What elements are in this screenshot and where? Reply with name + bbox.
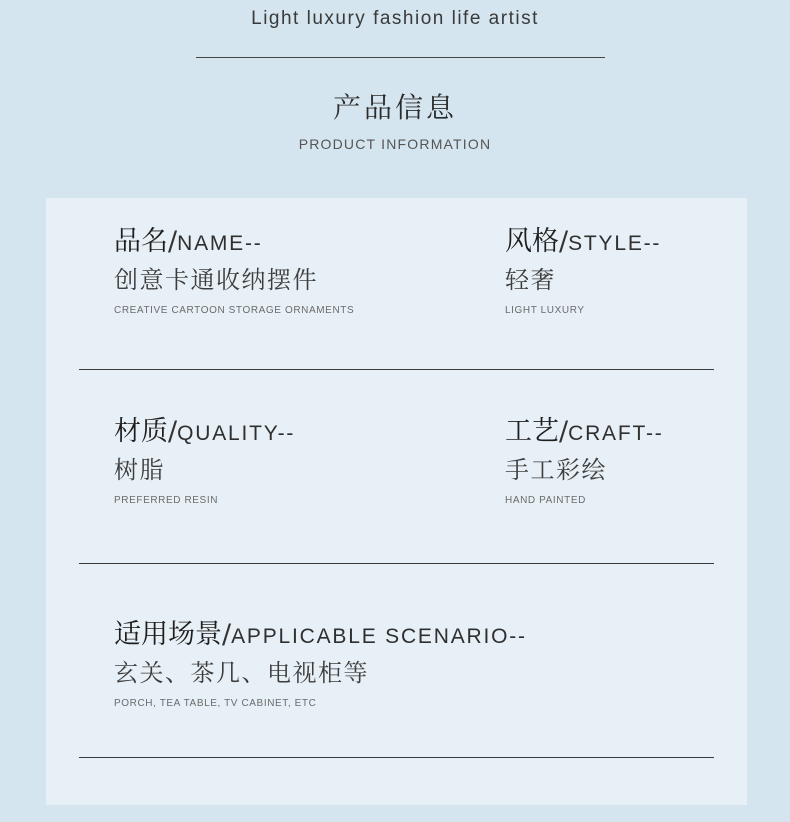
field-scenario-label-cn: 适用场景 — [114, 619, 222, 650]
row-divider — [79, 369, 714, 370]
field-quality-value: 树脂 — [114, 456, 165, 484]
field-name-label — [114, 228, 354, 255]
field-scenario-value: 玄关、茶几、电视柜等 — [114, 659, 369, 687]
field-scenario-value-en: PORCH, TEA TABLE, TV CABINET, ETC — [114, 698, 317, 709]
section-subtitle: PRODUCT INFORMATION — [298, 136, 492, 152]
field-style-value: 轻奢 — [505, 266, 556, 294]
section-title: 产品信息 — [332, 91, 457, 124]
field-craft-value: 手工彩绘 — [505, 456, 607, 484]
field-style-value-en: LIGHT LUXURY — [505, 305, 585, 316]
tagline: Light luxury fashion life artist — [251, 8, 539, 29]
field-name-label-cn: 品名 — [114, 226, 168, 257]
field-style-label-en: STYLE-- — [568, 232, 662, 255]
field-quality-value-en: PREFERRED RESIN — [114, 495, 219, 506]
field-quality — [114, 418, 295, 506]
field-craft-slash: / — [559, 416, 569, 447]
field-scenario-label-en: APPLICABLE SCENARIO-- — [231, 625, 527, 648]
field-quality-slash: / — [168, 416, 178, 447]
row-divider — [79, 757, 714, 758]
field-scenario — [114, 621, 527, 709]
field-name-value-en: CREATIVE CARTOON STORAGE ORNAMENTS — [114, 305, 355, 316]
field-craft-label — [505, 418, 664, 445]
field-quality-label-cn: 材质 — [114, 416, 168, 447]
field-quality-label — [114, 418, 295, 445]
field-name-value: 创意卡通收纳摆件 — [114, 266, 318, 294]
tagline-divider — [196, 57, 605, 58]
field-style-label — [505, 228, 661, 255]
field-craft — [505, 418, 664, 506]
field-quality-label-en: QUALITY-- — [177, 422, 296, 445]
field-craft-value-en: HAND PAINTED — [505, 495, 586, 506]
row-divider — [79, 563, 714, 564]
field-style-label-cn: 风格 — [505, 226, 559, 257]
field-craft-label-en: CRAFT-- — [568, 422, 664, 445]
field-name-label-en: NAME-- — [177, 232, 263, 255]
field-scenario-label — [114, 621, 527, 648]
field-style — [505, 228, 661, 316]
product-info-card — [46, 198, 747, 805]
field-style-slash: / — [559, 226, 569, 257]
field-craft-label-cn: 工艺 — [505, 416, 559, 447]
field-scenario-slash: / — [222, 619, 232, 650]
field-name — [114, 228, 354, 316]
field-name-slash: / — [168, 226, 178, 257]
